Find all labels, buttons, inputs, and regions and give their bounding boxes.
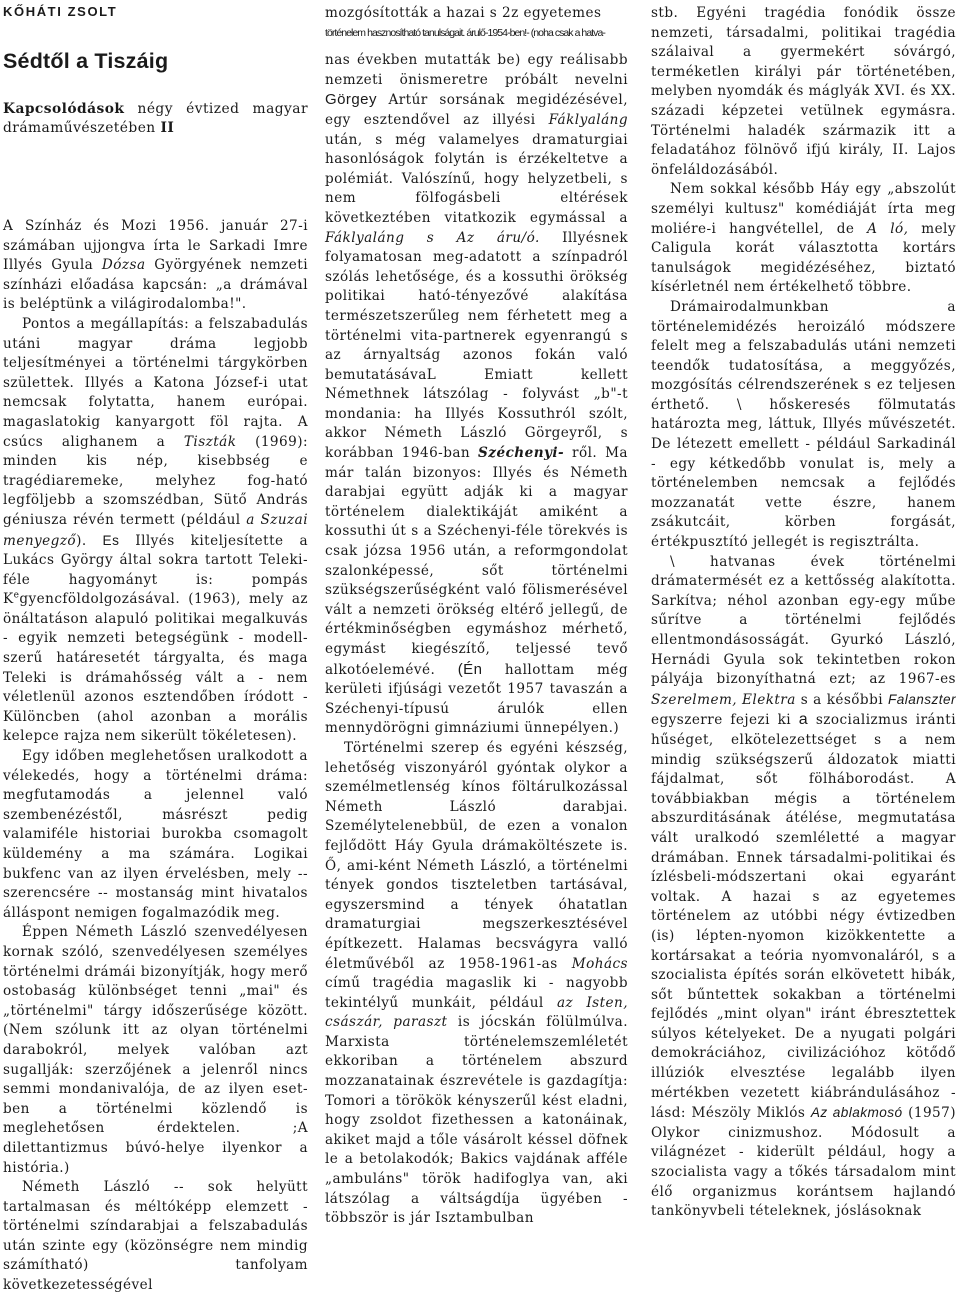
lead-label: Kapcsolódások: [3, 101, 125, 117]
col1-paragraph-1: A Színház és Mozi 1956. január 27-i számában ujjongva írta le Sarkadi Imre Illyés Gyula Dózsa Györgyének nemzeti színházi előadása kapcsán: „a drámával is beléptünk a világirodalomba!".: [3, 218, 308, 313]
col1-paragraph-3: Egy időben meglehetősen uralkodott a vélekedés, hogy a történelmi dráma: megfutamodás a jelennel való szembenézéstől, másrészt pedig valamiféle historiai burokba csomagolt küldemény a ma számára. Logikai bukfenc van az ilyen érvelésben, mely -- szerencsére -- mostanság mint hivatalos álláspont nemigen fogalmazódik meg.: [3, 748, 308, 921]
article-column-2: [325, 4, 628, 1229]
col1-paragraph-5: Németh László -- sok helyütt tartalmasan és méltóképp elemzett - történelmi színdarabjai a felszabadulás után szinte egy (közönségre nem mindig számítható) tanfolyam következetességével: [3, 1179, 308, 1294]
col3-paragraph-1: stb. Egyéni tragédia fonódik össze nemzeti, társadalmi, politikai tragédia szálaival a gyermekért sóvárgó, terméketlen királyi pár történetében, melyben nyomdák és máglyák XVI. és XX. századi képzetei vetülnek egymásra. Történelmi haladék származik itt a feladatához fölnövő ifjú király, II. Lajos önfeláldozásából.: [651, 5, 957, 178]
author-rubric: KŐHÁTI ZSOLT: [3, 4, 118, 19]
col2-squeezed-line: történelem hasznosítható tanulságait. árulő-1954-ben!- (noha csak a hatva-: [325, 26, 605, 39]
col2-first-line: mozgósították a hazai s 2z egyetemes: [325, 5, 602, 21]
col3-paragraph-3: Drámairodalmunkban a történelemidézés heroizáló módszere felelt meg a felszabadulás utáni nemzeti teendők tudatosítása, a meggyőzés, mozgósítás célrendszerének s ez teljesen érthető. \ hőskeresés fölmutatás határozta meg, láttuk, Illyés művészetét. De létezett emellett - például Sarkadinál - egy kétkedőbb vonulat is, mely a történelemben nemcsak a fejlődés mozzanatát vette észre, hanem zsákutcáit, körben forgását, értékpusztító jellegét is regisztrálta.: [651, 298, 956, 551]
col3-paragraph-2: Nem sokkal később Háy egy „abszolút személyi kultusz" komédiáját írta meg moliére-i hangvétellel, de A ló, mely Caligula korát választotta kortárs tanulságok megidézéséhez, biztató kísérletnél nem értékelhető többre.: [651, 181, 956, 296]
article-title: Sédtől a Tiszáig: [3, 49, 169, 73]
article-lead: [3, 100, 308, 137]
article-column-3: [651, 4, 956, 1222]
article-column-1: [3, 4, 308, 1296]
lead-text: négy évtized magyar drámaművészetében: [3, 101, 308, 136]
col1-paragraph-2: Pontos a megállapítás: a felszabadulás utáni magyar dráma legjobb teljesítményei a történelmi tárgykörben születtek. Illyés a Katona József-i utat nemcsak folytatta, hanem európai. magaslatokig kanyargott föl rajta. A csúcs alighanem a Tiszták (1969): minden kis nép, kisebbség e tragédiaremeke, melyhez fog-ható legföljebb a szomszédban, Sütő András géniusza révén termett (például a Szuzai menyegző). Es Illyés kiteljesítette a Lukács György által sokra tartott Teleki-féle hagyományt is: pompás $K^egyencföldolgozásával$. (1963), mely az önáltatáson alapuló politikai megalkuvás - egyik nemzeti betegségünk - modell-szerű határesetét tárgyalta, és maga Teleki is drámahősség vált a - nem véletlenül azonos esztendőben íródott - Különcben (ahol azonban a morális kelepce rajza nem sikerült tökéletesen).: [3, 315, 308, 745]
col3-paragraph-4: \ hatvanas évek történelmi drámatermését ez a kettősség alakította. Sarkítva; néhol azonban egy-egy műbe sűrítve a történelmi fejlődés ellentmondásosságát. Gyurkó László, Hernádi Gyula sok tekintetben rokon pályája bizonyíthatná ezt; az 1967-es Szerelmem, Elektra s a későbbi Falanszter egyszerre fejezi ki a szocializmus iránti hűséget, elkötelezettséget s a nem mindig szükségszerű áldozatok miatti fájdalmat, sőt fölháborodást. A továbbiakban mégis a történelem abszurditásának átélése, megmutatása vált uralkodó szemléletté a magyar drámában. Ennek társadalmi-politikai és ízlésbeli-módszertani okai egyaránt voltak. A hazai s az egyetemes történelem az utóbbi négy évtizedben (is) lépten-nyomon kizökkentette a kortársakat a teória nyomvonaláról, s a szocialista építés során elkövetett hibák, sőt bűntettek sokakban a történelmi fejlődés „mint olyan" iránt ébresztettek súlyos kételyeket. De a nyugati polgári demokráciához, civilizációhoz kötődő illúziók elvesztése legalább ilyen mértékben vezetett kiábrándulásához - lásd: Mészöly Miklós Az ablakmosó (1957) Olykor cinizmushoz. Módosult a világnézet - kiderült például, hogy a szocialista vagy a tőkés társadalom mint élő organizmus korántsem hajlandó tankönyvbeli tételeknek, jóslásoknak: [651, 553, 957, 1220]
lead-part-number: II: [160, 119, 175, 136]
col1-paragraph-4: Éppen Németh László szenvedélyesen kornak szóló, szenvedélyesen személyes történelmi drámái bizonyítják, hogy merő ostobaság különbséget tenni „mai" és „történelmi" tárgy időszerűsége között. (Nem szólunk itt az olyan történelmi darabokról, melyek valóban azt sugallják: szerzőjének a jelenről nincs semmi mondanivalója, de az ilyen eset-ben a történelmi közlendő is meglehetősen érdektelen. ;A dilettantizmus búvó-helye ilyenkor a história.): [3, 924, 308, 1176]
col2-paragraph-2: Történelmi szerep és egyéni készség, lehetőség viszonyáról gyóntak olykor a személmetlenség kínos föltárulkozással Németh László darabjai. Személytelenebbül, de ezen a vonalon fejlődött Háy Gyula drámaköltészete is. Ő, ami-ként Németh László, a történelmi tények gondos tiszteletben tartásával, egyszersmind a tények óhatatlan dramaturgiai megszerkesztésével építkezett. Halamas becsvágyra valló életművéből az 1958-1961-as Mohács című tragédia magaslik ki - nagyobb tekintélyű munkáit, például az Isten, császár, paraszt is jócskán fölülmúlva. Marxista történelemszemléletét ekkoriban a történelem abszurd mozzanatainak észrevétele is gazdagítja: Tomori a törökök kényszerűl kést eladni, hogy zsoldot fizethessen a katonáinak, akiket majd a tőle vásárolt késsel döfnek le a betolakodók; Bakics vajdának afféle „ambuláns" török hadifoglya van, aki látszólag a váltságdíja ügyében - többször is jár Isztambulban: [325, 739, 628, 1227]
col2-paragraph-1: nas években mutatták be) egy reálisabb nemzeti önismeretre próbált nevelni Görgey Artúr sorsának megidézésével, egy esztendővel az illyési Fáklyaláng után, s még valamelyes dramaturgiai hasonlóságok folytán is érzékeltetve a polémiát. Valószínű, hogy helyzetbeli, s nem fölfogásbeli eltérések következtében vitatkozik egymással a Fáklyaláng s Az áru/ó. Illyésnek folyamatosan meg-adatott a színpadról szólás lehetősége, és a kossuthi örökség politikai ható-tényezővé alakítása természetszerűleg nem férhetett meg a történelmi vita-partnerek egyenrangú s az árnyaltság azonos fokán való bemutatásávaL Emiatt kellett Némethnek látszólag - folyvást „b"-t mondania: ha Illyés Kossuthról szólt, akkor Németh László Görgeyről, s korábban 1946-ban Széchenyi- ről. Ma már talán bizonyos: Illyés és Németh darabjai együtt adják ki a magyar történelem dialektikáját amiként a kossuthi út s a Széchenyi-féle törekvés is csak józsa 1956 után, a reformgondolat szalonképessé, sőt történelmi szükségszerűségként való fölismerésével vált a nemzeti örökség eltérő jellegű, de értékminőségben egymáshoz mérhető, egymást kiegészítő, teljessé tevő alkotóelemévé. (Én hallottam még kerületi ifjúsági vezetőt 1957 tavaszán a Széchenyi-típusú árulók ellen mennydörögni gimnáziumi ünnepélyen.): [325, 52, 629, 737]
